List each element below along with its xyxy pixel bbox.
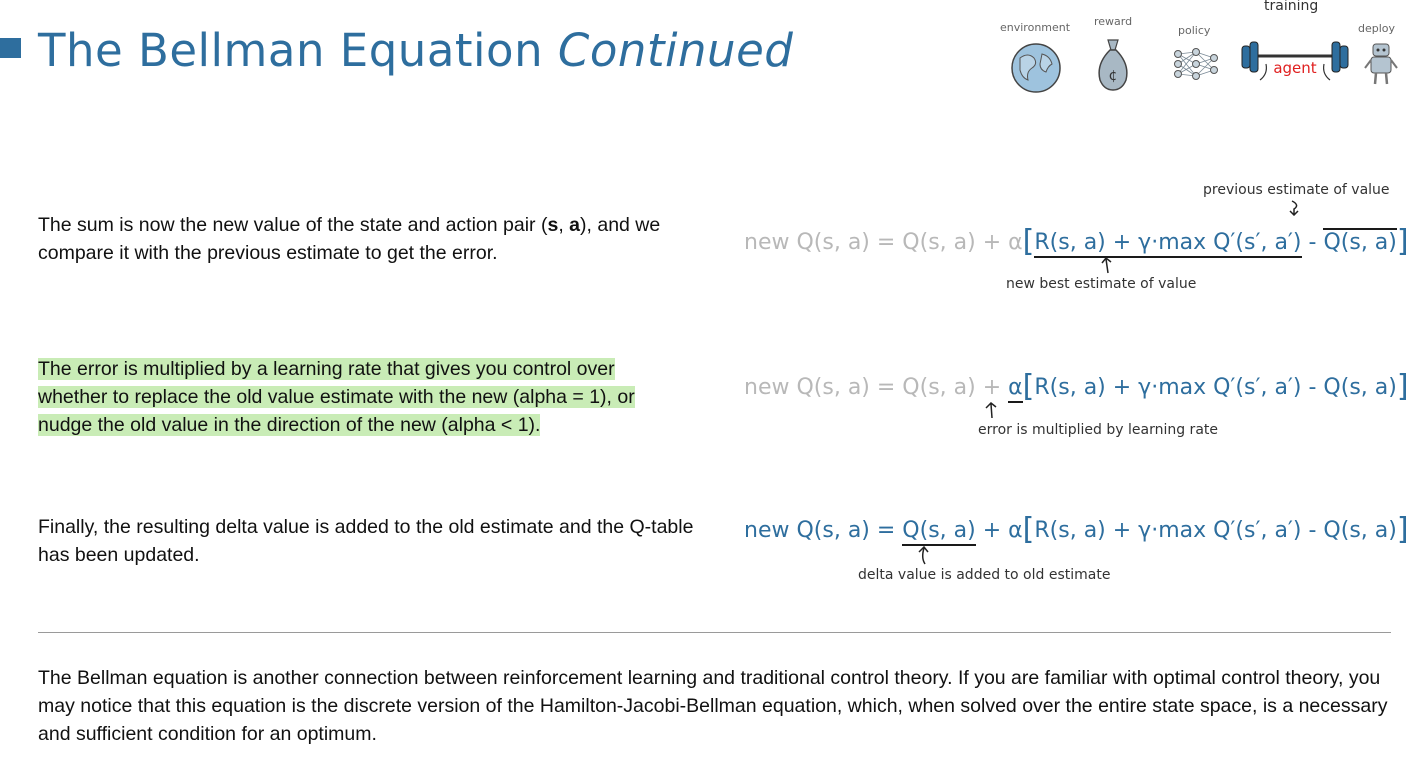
state-symbol: s [547,214,559,236]
equation-2-alpha: α [1008,375,1023,403]
equation-1-minus: - [1301,230,1324,255]
equation-2 [744,369,1409,404]
equation-1 [744,224,1409,259]
section-3-text: Finally, the resulting delta value is added to the old estimate and the Q-table has been updated. [38,516,694,566]
equation-3-old: Q(s, a) [902,518,975,546]
barbell-icon [1240,38,1350,86]
equation-3-bracket-open: [ [1022,512,1035,547]
title-marker [0,38,21,58]
equation-1-current: Q(s, a) [1323,230,1397,255]
money-bag-icon [1096,36,1130,92]
equation-1-bracket-close: ] [1396,224,1409,259]
section-2-text [38,355,688,439]
section-1-text-part: , [558,214,570,236]
svg-text:¢: ¢ [1108,68,1118,84]
annotation-learning-rate: error is multiplied by learning rate [978,422,1218,438]
neural-network-icon [1172,46,1220,82]
globe-icon [1008,42,1064,94]
equation-3 [744,512,1409,547]
workflow-label-training: training [1264,0,1319,14]
equation-1-bracket-open: [ [1022,224,1035,259]
equation-3-plus: + [975,518,1009,543]
section-1-text-part: ), and we compare it with the previous estimate to get the error. [38,214,661,264]
page-title [38,24,793,77]
equation-1-alpha: α [1008,230,1023,255]
action-symbol: a [569,214,581,236]
equation-3-lhs: new Q(s, a) = [744,518,903,543]
arrow-up-icon [1100,256,1116,274]
divider [38,632,1391,633]
equation-1-target: R(s, a) + γ·max Q′(s′, a′) [1034,230,1301,258]
arrow-up-icon [984,401,1000,419]
section-1-text [38,211,728,267]
highlighted-text: The error is multiplied by a learning rate that gives you control over whether to replace the old value estimate with the new (alpha = 1), or nudge the old value in the direction of the new (alpha < 1). [38,358,635,436]
bottom-paragraph: The Bellman equation is another connection between reinforcement learning and traditional control theory. If you are familiar with optimal control theory, you may notice that this equation is the discrete version of the Hamilton-Jacobi-Bellman equation, which, when solved over the entire state space, is a necessary and sufficient condition for an optimum. [38,667,1388,745]
equation-2-bracket-open: [ [1022,369,1035,404]
workflow-label-reward: reward [1094,15,1133,28]
arrow-down-icon [1286,200,1306,216]
workflow-strip [996,0,1416,100]
equation-3-bracket-close: ] [1396,512,1409,547]
equation-2-bracket-close: ] [1396,369,1409,404]
workflow-label-environment: environment [1000,21,1071,34]
equation-2-inner: R(s, a) + γ·max Q′(s′, a′) - Q(s, a) [1034,375,1397,400]
workflow-label-policy: policy [1178,24,1211,37]
title-main: The Bellman Equation [38,24,558,77]
workflow-label-deploy: deploy [1358,22,1396,35]
arrow-up-icon [916,545,932,565]
equation-3-alpha: α [1008,518,1023,543]
equation-3-inner: R(s, a) + γ·max Q′(s′, a′) - Q(s, a) [1034,518,1397,543]
robot-icon [1364,42,1398,86]
annotation-new-best-estimate: new best estimate of value [1006,276,1197,292]
title-emphasis: Continued [557,24,794,77]
annotation-delta-value: delta value is added to old estimate [858,567,1111,583]
agent-label: agent [1273,59,1317,77]
annotation-previous-estimate: previous estimate of value [1203,182,1390,198]
section-1-text-part: The sum is now the new value of the state and action pair ( [38,214,548,236]
equation-1-lhs: new Q(s, a) = Q(s, a) + [744,230,1009,255]
equation-2-lhs: new Q(s, a) = Q(s, a) + [744,375,1009,400]
